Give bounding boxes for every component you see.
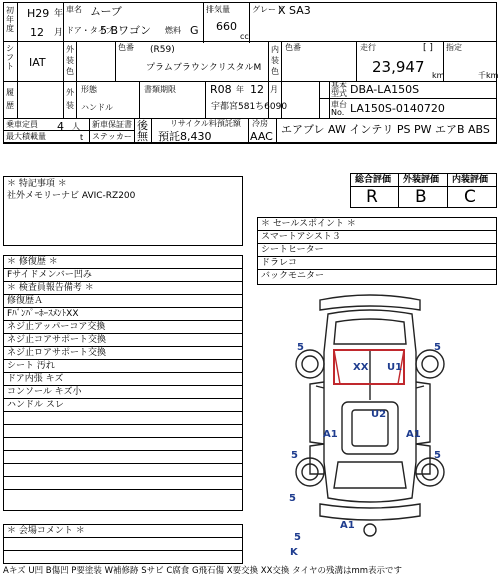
grade-label: グレード <box>252 5 284 14</box>
special-notes-title: ＊ 特記事項 ＊ <box>7 179 67 189</box>
ext-label: 外装 <box>66 88 74 110</box>
damage-xx: XX <box>353 362 369 373</box>
exterior-rating-label: 外装評価 <box>403 175 440 185</box>
venue-comment-title: ＊ 会場コメント ＊ <box>7 526 85 536</box>
damage-a1-bottom: A1 <box>340 520 355 531</box>
mileage-value: 23,947 <box>372 58 425 76</box>
tire-tread-front-right: 5 <box>434 342 441 353</box>
equipment-list: エアブレ AW インテリ PS PW エアB ABS <box>281 123 490 136</box>
max-load-label: 最大積載量 <box>6 132 46 141</box>
inspector-line: 修復歴Ａ <box>7 296 44 306</box>
color-code: (R59) <box>150 45 175 55</box>
first-reg-label: 初年度 <box>6 6 14 33</box>
car-name-label: 車名 <box>66 5 82 14</box>
displacement-unit: cc <box>240 32 249 41</box>
inspector-line: ハンドル スレ <box>7 400 64 410</box>
color-number-label: 色番 <box>285 43 301 52</box>
mileage-label: 走行 <box>360 43 376 52</box>
shift-value: IAT <box>29 56 46 69</box>
inspector-line: シート 汚れ <box>7 361 55 371</box>
inspector-line: ネジ止コアサポート交換 <box>7 335 107 345</box>
interior-color-label: 内装色 <box>271 45 279 76</box>
inspector-line: ドア内張 キズ <box>7 374 64 384</box>
color-name: プラムブラウンクリスタルM <box>146 63 262 73</box>
damage-a1-right: A1 <box>406 429 421 440</box>
tire-tread-extra: 5 <box>289 493 296 504</box>
exterior-color-label: 外装色 <box>66 45 74 76</box>
max-load-unit: t <box>80 133 84 142</box>
capacity-unit: 人 <box>72 122 80 131</box>
inspection-month: 12 <box>250 83 264 96</box>
year-unit: 年 <box>54 9 64 19</box>
model-code: DBA-LA150S <box>350 83 420 96</box>
capacity-value: 4 <box>57 120 64 133</box>
aircon-value: AAC <box>250 130 273 143</box>
sales-points-title: ＊ セールスポイント ＊ <box>261 219 356 229</box>
exterior-rating: B <box>415 187 427 207</box>
displacement-label: 排気量 <box>206 5 230 14</box>
inspector-report-title: ＊ 検査員報告備考 ＊ <box>7 283 94 293</box>
document-deadline-label: 書類期限 <box>144 85 176 94</box>
capacity-label: 乗車定員 <box>6 120 38 129</box>
tire-tread-front-left: 5 <box>297 342 304 353</box>
fuel-label: 燃料 <box>165 26 181 35</box>
sales-point: ドラレコ <box>261 258 298 268</box>
new-car-warranty-label: 新車保証書 <box>92 120 132 129</box>
repair-history-text: Fサイドメンバー凹み <box>7 270 92 280</box>
damage-a1-left: A1 <box>323 429 338 440</box>
inspector-line: ネジ止ロアサポート交換 <box>7 348 107 358</box>
damage-u1: U1 <box>387 362 403 373</box>
overall-rating: R <box>366 187 378 207</box>
mileage-bracket: [ ] <box>423 43 433 53</box>
handle-label: ハンドル <box>81 103 113 112</box>
tire-tread-rear-left: 5 <box>291 450 298 461</box>
inspector-line: FﾊﾞﾝﾊﾟｰﾎｰｽﾒﾝﾄXX <box>7 309 79 319</box>
chassis-number: LA150S-0140720 <box>350 102 445 115</box>
plate-number: 宇都宮581ち6090 <box>211 102 288 112</box>
cert-unit: 千km <box>478 71 499 80</box>
damage-legend: Aキズ U凹 B傷凹 P要塗装 W補修跡 Sサビ C腐食 G飛石傷 X要交換 XX交換 タイヤの残溝はmm表示です <box>3 566 403 576</box>
interior-rating: C <box>464 187 476 207</box>
rear-label: 後 <box>137 119 148 132</box>
inspector-line: ネジ止アッパーコア交換 <box>7 322 106 332</box>
sticker-label: ステッカー <box>92 132 132 141</box>
color-label: 色番 <box>118 43 134 52</box>
car-name: ムーブ <box>90 5 122 18</box>
cert-label: 指定 <box>446 43 462 52</box>
aircon-label: 冷房 <box>252 119 268 128</box>
car-damage-diagram <box>280 292 460 542</box>
interior-rating-label: 内装評価 <box>452 175 489 185</box>
shift-label: シフト <box>6 44 14 71</box>
special-notes-text: 社外メモリーナビ AVIC-RZ200 <box>7 191 136 201</box>
inspection-year: R08 <box>210 83 232 96</box>
inspector-line: コンソール キズ小 <box>7 387 82 397</box>
overall-rating-label: 総合評価 <box>355 175 392 185</box>
fuel: G <box>190 24 199 37</box>
door-type: 5 Bワゴン <box>100 24 152 37</box>
month-unit: 月 <box>54 28 64 38</box>
model-label: 基本型式 <box>331 81 347 98</box>
repair-history-title: ＊ 修復歴 ＊ <box>7 257 58 267</box>
sales-point: バックモニター <box>261 271 325 281</box>
recycle-label: リサイクル料預託額 <box>170 119 241 128</box>
inspection-month-unit: 月 <box>270 85 278 94</box>
first-reg-month: 12 <box>30 26 44 39</box>
sales-point: シートヒーター <box>261 245 324 255</box>
history-label: 履歴 <box>6 88 14 110</box>
form-label: 形態 <box>81 85 97 94</box>
sales-point: スマートアシスト３ <box>261 232 341 242</box>
tire-tread-rear-right: 5 <box>434 450 441 461</box>
nothing-label: 無 <box>137 130 148 143</box>
tire-tread-spare: 5 <box>294 532 301 543</box>
mileage-unit: km <box>432 71 445 80</box>
displacement: 660 <box>216 20 237 33</box>
inspection-year-unit: 年 <box>236 85 244 94</box>
damage-u2: U2 <box>371 409 387 420</box>
door-type-label: ドア・タイプ <box>66 26 114 35</box>
damage-k: K <box>290 547 298 558</box>
recycle-deposit: 預託8,430 <box>158 130 212 143</box>
chassis-label: 車台No. <box>331 100 347 117</box>
first-reg-year: H29 <box>27 7 50 20</box>
grade: X SA3 <box>278 4 311 17</box>
